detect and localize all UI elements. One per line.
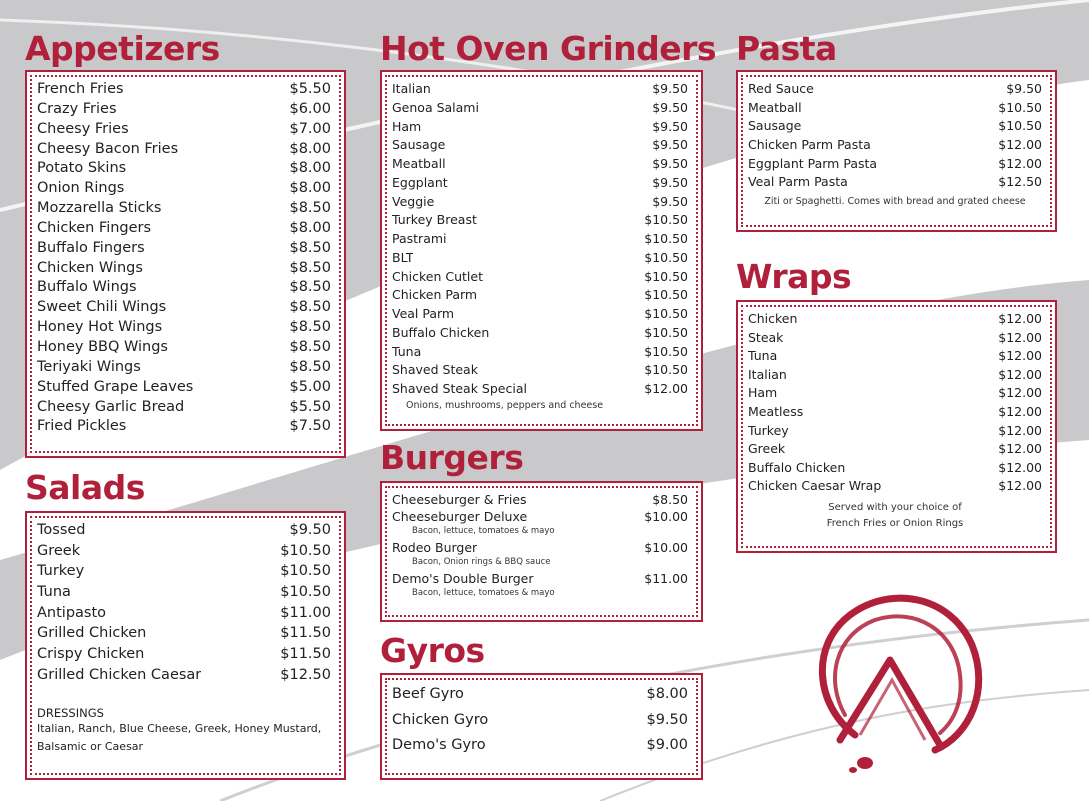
item-note: Bacon, lettuce, tomatoes & mayo [412,526,555,536]
item-name: Sausage [392,137,446,153]
item-name: Sweet Chili Wings [37,299,167,316]
item-price: $10.50 [280,542,331,559]
item-name: Chicken Caesar Wrap [748,478,882,494]
menu-item [748,100,1042,119]
item-price: $8.50 [289,299,331,316]
menu-item [392,175,688,194]
item-name: Eggplant Parm Pasta [748,155,878,171]
grinders-panel [380,70,703,431]
menu-item [37,543,331,564]
menu-item [748,478,1042,497]
item-price: $9.50 [652,99,688,115]
appetizers-heading: Appetizers [25,29,220,68]
item-name: Ham [748,385,778,401]
item-price: $8.50 [289,259,331,276]
menu-item [392,686,688,712]
item-price: $10.50 [998,99,1042,115]
item-name: Fried Pickles [37,418,127,435]
item-name: Sausage [748,118,802,134]
menu-item [392,362,688,381]
salads-heading: Salads [25,468,145,507]
menu-item [37,220,331,240]
menu-item [392,269,688,288]
menu-item [748,385,1042,404]
menu-item [392,737,688,763]
item-price: $10.50 [644,306,688,321]
menu-item [37,81,331,101]
item-price: $8.50 [289,239,331,256]
wraps-note-line1: Served with your choice of [828,501,962,513]
item-name: Meatball [392,156,446,171]
item-name: Honey Hot Wings [37,319,163,336]
item-price: $5.00 [289,378,331,395]
menu-item [37,379,331,399]
menu-item [392,287,688,306]
item-name: Grilled Chicken [37,625,147,642]
item-name: Veggie [392,193,435,209]
menu-item [37,399,331,419]
item-price: $6.00 [289,100,331,117]
item-price: $12.00 [998,329,1042,345]
item-name: Stuffed Grape Leaves [37,378,194,395]
menu-item [748,460,1042,479]
menu-item [37,584,331,605]
pasta-heading: Pasta [736,29,837,68]
item-name: Demo's Double Burger [392,571,534,586]
item-name: Honey BBQ Wings [37,338,168,355]
item-name: Red Sauce [748,81,814,96]
grinders-heading: Hot Oven Grinders [380,29,717,68]
item-price: $10.50 [644,268,688,284]
item-price: $8.50 [289,319,331,336]
menu-item [748,404,1042,423]
item-name: Grilled Chicken Caesar [37,666,202,683]
item-name: Crispy Chicken [37,646,145,663]
item-price: $12.00 [998,311,1042,326]
menu-item [37,646,331,667]
item-price: $9.00 [646,737,688,753]
menu-item [392,492,688,509]
item-name: Chicken Fingers [37,219,152,236]
item-name: Turkey Breast [392,212,477,228]
special-note: Onions, mushrooms, peppers and cheese [406,399,604,411]
item-price: $8.50 [289,200,331,217]
item-price: $10.50 [644,324,688,340]
menu-item [392,381,688,400]
item-name: Eggplant [392,174,448,190]
menu-item [392,81,688,100]
item-name: Ham [392,118,422,134]
brand-logo-icon [800,585,990,780]
item-price: $12.50 [998,174,1042,190]
item-price: $9.50 [1006,81,1042,96]
menu-item [392,325,688,344]
menu-item [748,330,1042,349]
wraps-note-line2: French Fries or Onion Rings [826,517,964,529]
item-price: $8.50 [289,358,331,375]
item-name: Buffalo Chicken [392,324,490,340]
menu-item [37,279,331,299]
item-price: $10.50 [644,212,688,228]
menu-item [392,344,688,363]
item-name: Buffalo Wings [37,279,137,296]
menu-item [392,250,688,269]
item-name: Chicken Wings [37,259,143,276]
item-name: Turkey [748,422,789,438]
item-name: Greek [748,441,786,457]
menu-item [392,540,688,557]
item-price: $9.50 [652,174,688,190]
item-price: $9.50 [652,193,688,209]
item-name: Shaved Steak Special [392,381,527,396]
item-name: Cheesy Fries [37,120,129,137]
menu-item [37,160,331,180]
item-price: $12.50 [280,666,331,683]
dressings-text: Italian, Ranch, Blue Cheese, Greek, Honey Mustard, Balsamic or Caesar [37,721,322,753]
menu-item [37,141,331,161]
menu-item [37,260,331,280]
item-price: $8.00 [289,180,331,197]
menu-item [392,231,688,250]
item-name: BLT [392,249,414,265]
menu-item [392,212,688,231]
menu-item [37,180,331,200]
item-price: $10.50 [280,584,331,601]
item-name: Greek [37,542,81,559]
item-name: Buffalo Chicken [748,459,846,475]
item-price: $10.00 [644,540,688,555]
item-name: Turkey [37,563,85,580]
menu-item [37,200,331,220]
menu-item [748,118,1042,137]
item-price: $12.00 [998,459,1042,475]
item-price: $10.50 [644,231,688,246]
pasta-panel [736,70,1057,232]
menu-item [37,418,331,438]
item-name: Crazy Fries [37,100,117,117]
item-name: French Fries [37,81,124,97]
menu-item [37,121,331,141]
menu-item [37,101,331,121]
item-name: Rodeo Burger [392,540,478,555]
item-price: $12.00 [998,366,1042,382]
menu-item [37,522,331,543]
item-price: $10.50 [644,249,688,265]
menu-item [748,367,1042,386]
item-name: Buffalo Fingers [37,239,145,256]
wraps-panel [736,300,1057,553]
item-name: Pastrami [392,231,447,246]
item-price: $7.00 [289,120,331,137]
item-price: $5.50 [289,398,331,415]
item-name: Genoa Salami [392,99,479,115]
item-price: $9.50 [652,81,688,96]
item-name: Mozzarella Sticks [37,200,162,217]
item-name: Shaved Steak [392,362,478,378]
menu-item [748,311,1042,330]
item-price: $11.50 [280,625,331,642]
menu-item [37,299,331,319]
menu-item [392,571,688,588]
item-price: $11.00 [644,571,688,586]
item-price: $12.00 [998,478,1042,494]
item-name: Cheeseburger Deluxe [392,509,528,524]
menu-item [37,667,331,688]
item-price: $12.00 [644,381,688,396]
item-name: Tuna [37,584,71,601]
menu-item [392,712,688,738]
item-name: Steak [748,329,784,345]
menu-item [748,441,1042,460]
item-name: Cheesy Bacon Fries [37,140,179,157]
menu-item [748,81,1042,100]
item-name: Chicken Parm [392,287,478,303]
item-note: Bacon, lettuce, tomatoes & mayo [412,588,555,598]
menu-item [748,348,1042,367]
gyros-heading: Gyros [380,631,485,670]
item-price: $10.50 [644,362,688,378]
item-price: $10.00 [644,509,688,524]
item-price: $10.50 [644,343,688,359]
item-name: Italian [392,81,431,96]
item-price: $9.50 [652,156,688,171]
item-price: $10.50 [998,118,1042,134]
menu-item [392,137,688,156]
item-name: Meatball [748,99,802,115]
menu-item [37,240,331,260]
menu-item [392,100,688,119]
salads-panel [25,511,346,780]
item-note: Bacon, Onion rings & BBQ sauce [412,557,551,567]
burgers-panel [380,481,703,622]
item-price: $8.50 [289,338,331,355]
menu-item [748,423,1042,442]
item-name: Potato Skins [37,160,127,177]
item-name: Veal Parm Pasta [748,174,848,190]
item-price: $12.00 [998,422,1042,438]
item-name: Chicken [748,311,798,326]
burgers-heading: Burgers [380,438,524,477]
item-price: $12.00 [998,403,1042,419]
item-price: $12.00 [998,348,1042,364]
item-price: $12.00 [998,385,1042,401]
item-price: $12.00 [998,441,1042,457]
menu-item [392,156,688,175]
item-name: Chicken Gyro [392,711,489,728]
item-price: $9.50 [646,711,688,728]
item-name: Chicken Cutlet [392,268,483,284]
item-price: $12.00 [998,155,1042,171]
item-price: $8.00 [646,686,688,702]
item-name: Onion Rings [37,180,125,197]
menu-item [748,174,1042,193]
item-price: $11.50 [280,646,331,663]
item-name: Meatless [748,403,804,419]
item-name: Beef Gyro [392,686,464,702]
item-name: Tuna [392,343,422,359]
item-price: $9.50 [652,118,688,134]
item-price: $11.00 [280,604,331,621]
item-price: $9.50 [289,522,331,538]
menu-item [37,359,331,379]
item-price: $9.50 [652,137,688,153]
item-price: $7.50 [289,418,331,435]
menu-item [37,563,331,584]
menu-item [37,625,331,646]
menu-item [392,509,688,526]
wraps-heading: Wraps [736,257,852,296]
item-price: $8.00 [289,160,331,177]
item-price: $5.50 [289,81,331,97]
menu-item [37,339,331,359]
item-price: $8.00 [289,140,331,157]
menu-item [392,194,688,213]
item-name: Demo's Gyro [392,737,486,753]
menu-item [37,319,331,339]
dressings-title: DRESSINGS [37,705,104,720]
menu-item [748,156,1042,175]
item-price: $10.50 [280,563,331,580]
item-name: Tuna [748,348,778,364]
item-price: $8.00 [289,219,331,236]
item-name: Cheesy Garlic Bread [37,398,185,415]
item-name: Antipasto [37,604,107,621]
item-name: Tossed [37,522,86,538]
item-name: Teriyaki Wings [37,358,141,375]
appetizers-panel [25,70,346,458]
item-name: Veal Parm [392,306,455,321]
item-price: $12.00 [998,137,1042,153]
item-price: $8.50 [652,492,688,507]
item-name: Chicken Parm Pasta [748,137,871,153]
item-price: $8.50 [289,279,331,296]
item-price: $10.50 [644,287,688,303]
menu-item [392,119,688,138]
item-name: Cheeseburger & Fries [392,492,527,507]
gyros-panel [380,673,703,780]
menu-item [37,605,331,626]
menu-item [392,306,688,325]
pasta-note: Ziti or Spaghetti. Comes with bread and grated cheese [764,196,1026,208]
item-name: Italian [748,366,787,382]
menu-item [748,137,1042,156]
